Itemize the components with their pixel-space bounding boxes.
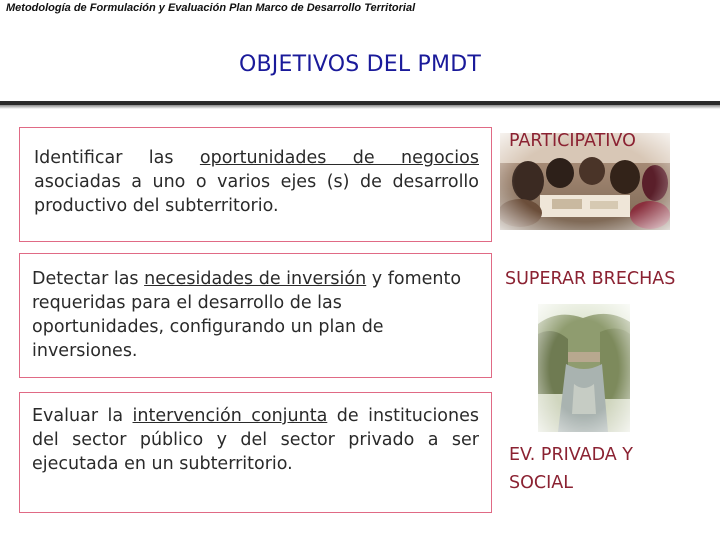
label-ev-line-2: SOCIAL bbox=[509, 473, 573, 493]
label-participativo: PARTICIPATIVO bbox=[509, 131, 636, 151]
objective-box-3 bbox=[19, 392, 492, 513]
label-ev-line-1: EV. PRIVADA Y bbox=[509, 445, 633, 465]
title-divider bbox=[0, 101, 720, 109]
presentation-header: Metodología de Formulación y Evaluación Plan Marco de Desarrollo Territorial bbox=[6, 2, 416, 14]
objective-box-1 bbox=[19, 127, 492, 242]
slide-title: OBJETIVOS DEL PMDT bbox=[239, 52, 481, 77]
objective-text-2: Detectar las necesidades de inversión y fomento requeridas para el desarrollo de las oportunidades, configurando un plan de inversiones. bbox=[32, 269, 462, 361]
label-ev-privada-social bbox=[509, 441, 633, 497]
label-superar-brechas: SUPERAR BRECHAS bbox=[505, 269, 676, 289]
objective-key-phrase-1: oportunidades de negocios bbox=[199, 148, 479, 168]
river-landscape-photo bbox=[538, 304, 630, 432]
objective-text-3: Evaluar la intervención conjunta de instituciones del sector público y del sector privado a ser ejecutada en un subterritorio. bbox=[32, 406, 479, 474]
objective-key-phrase-3: intervención conjunta bbox=[132, 406, 328, 426]
objective-key-phrase-2: necesidades de inversión bbox=[144, 269, 367, 289]
objective-text-1: Identificar las oportunidades de negocios asociadas a uno o varios ejes (s) de desarrollo productivo del subterritorio. bbox=[34, 148, 479, 216]
objective-box-2 bbox=[19, 253, 492, 378]
